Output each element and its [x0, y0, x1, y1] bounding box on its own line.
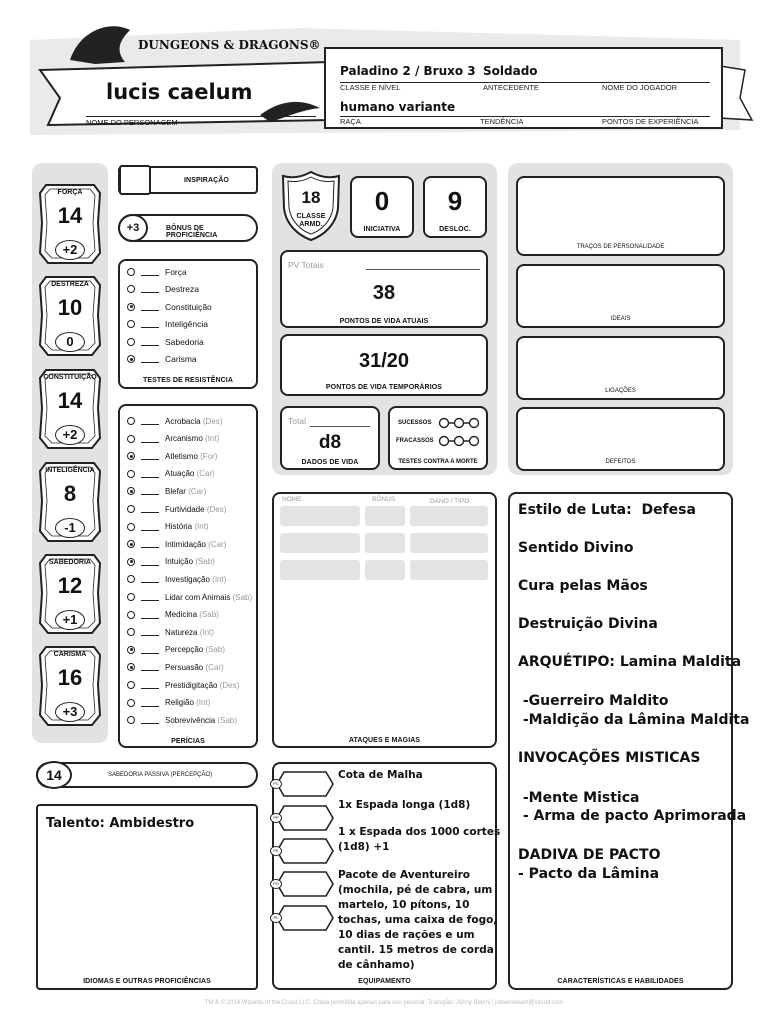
background-label: ANTECEDENTE — [483, 83, 539, 92]
skill-name: Arcanismo — [165, 434, 203, 444]
save-0[interactable] — [127, 265, 187, 279]
proficiency-dot-icon[interactable] — [127, 268, 135, 276]
feature-line: DADIVA DE PACTO — [518, 847, 661, 863]
coin-label: PP — [270, 813, 282, 823]
coin-1[interactable] — [273, 804, 334, 832]
skills-title: PERÍCIAS — [171, 738, 205, 745]
inspiration-label: INSPIRAÇÃO — [184, 177, 229, 184]
coin-label: PO — [270, 879, 282, 889]
skill-16[interactable] — [127, 696, 210, 710]
skill-name: Atuação — [165, 469, 195, 479]
coin-3[interactable] — [273, 870, 334, 898]
speed-label: DESLOC. — [439, 226, 471, 233]
skill-ability: (Int) — [196, 698, 211, 708]
ideals-box[interactable] — [516, 264, 725, 328]
ability-name: INTELIGÊNCIA — [45, 467, 95, 474]
skill-name: Prestidigitação — [165, 680, 218, 690]
skill-bonus-line[interactable] — [141, 611, 159, 619]
skill-ability: (Int) — [212, 574, 227, 584]
skill-bonus-line[interactable] — [141, 540, 159, 548]
skill-2[interactable] — [127, 449, 217, 463]
death-saves-circles[interactable] — [438, 416, 484, 452]
attacks-col-bonus: BÔNUS — [372, 496, 396, 503]
proficiency-dot-icon[interactable] — [127, 320, 135, 328]
hit-dice-total-label: Total — [288, 416, 306, 426]
coin-hex-icon — [276, 770, 334, 798]
skill-ability: (For) — [200, 451, 218, 461]
skill-12[interactable] — [127, 625, 214, 639]
flaws-box[interactable] — [516, 407, 725, 471]
feature-line: Destruição Divina — [518, 616, 658, 632]
skill-10[interactable] — [127, 590, 252, 604]
ability-2 — [38, 368, 102, 450]
feature-line: INVOCAÇÕES MISTICAS — [518, 750, 701, 766]
skill-ability: (Sab) — [205, 645, 226, 655]
skill-name: Intimidação — [165, 539, 206, 549]
skill-ability: (Car) — [205, 662, 224, 672]
ability-name: SABEDORIA — [48, 559, 91, 566]
save-3[interactable] — [127, 317, 208, 331]
skill-1[interactable] — [127, 432, 219, 446]
ability-name: CARISMA — [53, 651, 87, 658]
hit-dice-value[interactable]: d8 — [318, 432, 342, 453]
attack-1-name[interactable] — [280, 506, 360, 526]
skill-13[interactable] — [127, 643, 225, 657]
skill-bonus-line[interactable] — [141, 663, 159, 671]
attack-1-bonus[interactable] — [365, 506, 405, 526]
hit-points-max-label: PV Totais — [288, 260, 324, 270]
ability-name: CONSTITUIÇÃO — [43, 374, 97, 381]
skill-6[interactable] — [127, 520, 209, 534]
saving-throws-box — [118, 259, 258, 389]
save-5[interactable] — [127, 352, 197, 366]
skills-box — [118, 404, 258, 748]
ability-1 — [38, 275, 102, 357]
skill-bonus-line[interactable] — [141, 505, 159, 513]
ability-score[interactable]: 16 — [57, 665, 83, 690]
skill-name: Intuição — [165, 557, 194, 567]
feature-line: - Pacto da Lâmina — [518, 866, 660, 882]
equipment-line: cantil. 15 metros de corda — [338, 944, 494, 956]
proficiency-dot-icon[interactable] — [127, 505, 135, 513]
proficiency-dot-icon[interactable] — [127, 628, 135, 636]
inspiration-value-box[interactable] — [119, 165, 151, 195]
skill-name: Atletismo — [165, 451, 198, 461]
features-box[interactable] — [508, 492, 733, 990]
passive-perception-box — [36, 762, 258, 788]
flaws-label: DEFEITOS — [605, 459, 636, 465]
skill-bonus-line[interactable] — [141, 470, 159, 478]
attack-3-bonus[interactable] — [365, 560, 405, 580]
coin-hex-icon — [276, 804, 334, 832]
skill-bonus-line[interactable] — [141, 593, 159, 601]
proficiency-value[interactable]: +3 — [118, 214, 148, 242]
class-level[interactable]: Paladino 2 / Bruxo 3 — [340, 64, 476, 78]
proficiency-dot-icon[interactable] — [127, 452, 135, 460]
skill-name: Sobrevivência — [165, 715, 216, 725]
skill-ability: (Int) — [194, 522, 209, 532]
ability-name: FORÇA — [57, 189, 83, 196]
coin-hex-icon — [276, 870, 334, 898]
proficiency-dot-icon[interactable] — [127, 338, 135, 346]
skill-name: Acrobacia — [165, 416, 201, 426]
skill-8[interactable] — [127, 555, 215, 569]
skill-bonus-line[interactable] — [141, 646, 159, 654]
coin-hex-icon — [276, 904, 334, 932]
player-name-label: NOME DO JOGADOR — [602, 83, 678, 92]
feature-line: - Arma de pacto Aprimorada — [518, 808, 747, 824]
ability-modifier[interactable]: +1 — [55, 610, 85, 630]
save-1[interactable] — [127, 282, 199, 296]
feature-line: -Guerreiro Maldito — [518, 693, 669, 709]
coin-label: PL — [270, 913, 282, 923]
xp-label: PONTOS DE EXPERIÊNCIA — [602, 117, 699, 126]
equipment-line: martelo, 10 pítons, 10 — [338, 899, 470, 911]
save-bonus-line[interactable] — [141, 268, 159, 276]
coin-4[interactable] — [273, 904, 334, 932]
skill-17[interactable] — [127, 713, 237, 727]
coin-label: PC — [270, 779, 282, 789]
save-name: Constituição — [165, 301, 212, 312]
hit-points-temp-value[interactable]: 31/20 — [358, 350, 410, 372]
skill-ability: (Car) — [188, 486, 207, 496]
skill-name: Blefar — [165, 486, 186, 496]
bonds-box[interactable] — [516, 336, 725, 400]
proficiency-dot-icon[interactable] — [127, 487, 135, 495]
death-saves-label: TESTES CONTRA A MORTE — [398, 459, 478, 465]
skill-ability: (Sab) — [195, 557, 215, 567]
equipment-line: Cota de Malha — [338, 769, 423, 781]
save-4[interactable] — [127, 335, 204, 349]
proficiency-dot-icon[interactable] — [127, 355, 135, 363]
attacks-title: ATAQUES E MAGIAS — [348, 737, 421, 744]
skill-name: Percepção — [165, 645, 204, 655]
proficiency-dot-icon[interactable] — [127, 611, 135, 619]
proficiencies-title: IDIOMAS E OUTRAS PROFICIÊNCIAS — [83, 978, 211, 985]
features-title: CARACTERÍSTICAS E HABILIDADES — [557, 978, 684, 985]
skill-4[interactable] — [127, 484, 206, 498]
skill-ability: (Des) — [202, 416, 223, 426]
passive-perception-label: SABEDORIA PASSIVA (PERCEPÇÃO) — [108, 772, 213, 778]
attack-3-damage[interactable] — [410, 560, 488, 580]
ability-modifier[interactable]: -1 — [55, 518, 85, 538]
skill-name: Medicina — [165, 610, 198, 620]
save-name: Destreza — [165, 284, 200, 295]
proficiency-dot-icon[interactable] — [127, 575, 135, 583]
skill-bonus-line[interactable] — [141, 699, 159, 707]
save-bonus-line[interactable] — [141, 355, 159, 363]
character-name-label: NOME DO PERSONAGEM — [86, 116, 316, 127]
ability-modifier[interactable]: +3 — [55, 702, 85, 722]
equipment-line: tochas, uma caixa de fogo, — [338, 914, 498, 926]
equipment-line: 1x Espada longa (1d8) — [338, 799, 471, 811]
proficiency-dot-icon[interactable] — [127, 303, 135, 311]
attack-2-damage[interactable] — [410, 533, 488, 553]
proficiency-dot-icon[interactable] — [127, 435, 135, 443]
skill-ability: (Sab) — [217, 715, 238, 725]
proficiency-dot-icon[interactable] — [127, 470, 135, 478]
feature-line: ARQUÉTIPO: Lamina Maldita — [518, 654, 742, 670]
feature-line: -Maldição da Lâmina Maldita — [518, 712, 750, 728]
skill-ability: (Car) — [196, 469, 215, 479]
class-level-label: CLASSE E NÍVEL — [340, 83, 401, 92]
skill-7[interactable] — [127, 537, 226, 551]
speed-box — [423, 176, 487, 238]
skill-3[interactable] — [127, 467, 215, 481]
hit-points-current-box — [280, 250, 488, 328]
inspiration-box[interactable] — [118, 166, 258, 194]
proficiency-dot-icon[interactable] — [127, 699, 135, 707]
ability-4 — [38, 553, 102, 635]
skill-ability: (Sab) — [232, 592, 253, 602]
speed-value[interactable]: 9 — [447, 186, 463, 216]
save-name: Sabedoria — [165, 336, 204, 347]
save-2[interactable] — [127, 300, 212, 314]
initiative-box — [350, 176, 414, 238]
skill-name: Investigação — [165, 574, 210, 584]
attacks-col-damage: DANO / TIPO — [430, 498, 470, 505]
skill-name: História — [165, 522, 193, 532]
skill-bonus-line[interactable] — [141, 452, 159, 460]
feature-line: Sentido Divino — [518, 540, 634, 556]
proficiency-label: BÔNUS DE PROFICIÊNCIA — [166, 225, 218, 239]
attack-2-name[interactable] — [280, 533, 360, 553]
character-name[interactable]: lucis caelum — [106, 80, 253, 104]
skill-bonus-line[interactable] — [141, 628, 159, 636]
skill-9[interactable] — [127, 572, 226, 586]
skill-bonus-line[interactable] — [141, 417, 159, 425]
ability-modifier[interactable]: +2 — [55, 425, 85, 445]
proficiency-dot-icon[interactable] — [127, 716, 135, 724]
save-bonus-line[interactable] — [141, 338, 159, 346]
save-bonus-line[interactable] — [141, 320, 159, 328]
save-bonus-line[interactable] — [141, 285, 159, 293]
hit-points-temp-box — [280, 334, 488, 396]
race-label: RAÇA — [340, 117, 361, 126]
proficiency-dot-icon[interactable] — [127, 417, 135, 425]
proficiency-dot-icon[interactable] — [127, 646, 135, 654]
proficiency-dot-icon[interactable] — [127, 540, 135, 548]
traits-box[interactable] — [516, 176, 725, 256]
skill-ability: (Int) — [205, 434, 220, 444]
hit-dice-label: DADOS DE VIDA — [301, 459, 359, 466]
equipment-line: 10 dias de rações e um — [338, 929, 475, 941]
equipment-title: EQUIPAMENTO — [358, 978, 411, 985]
skill-15[interactable] — [127, 678, 239, 692]
ability-score[interactable]: 10 — [57, 295, 83, 320]
passive-perception-value[interactable]: 14 — [36, 761, 72, 789]
ideals-label: IDEAIS — [610, 316, 631, 322]
skill-name: Persuasão — [165, 662, 204, 672]
skill-ability: (Car) — [208, 539, 227, 549]
ability-score[interactable]: 8 — [63, 481, 77, 506]
skill-name: Religião — [165, 698, 194, 708]
skill-ability: (Int) — [199, 627, 214, 637]
ability-modifier[interactable]: +2 — [55, 240, 85, 260]
skill-0[interactable] — [127, 414, 222, 428]
proficiency-box — [118, 214, 258, 242]
skill-bonus-line[interactable] — [141, 558, 159, 566]
equipment-line: 1 x Espada dos 1000 cortes — [338, 826, 501, 838]
coin-label: PE — [270, 846, 282, 856]
skill-name: Natureza — [165, 627, 198, 637]
skill-name: Furtividade — [165, 504, 205, 514]
background[interactable]: Soldado — [483, 64, 538, 78]
bonds-label: LIGAÇÕES — [605, 388, 636, 394]
death-saves-box — [388, 406, 488, 470]
skill-bonus-line[interactable] — [141, 435, 159, 443]
ability-5 — [38, 645, 102, 727]
hit-dice-box — [280, 406, 380, 470]
attack-3-name[interactable] — [280, 560, 360, 580]
footer-copyright: TM & © 2014 Wizards of the Coast LLC. Cópia permitida apenas para uso pessoal. Tradução: Johny Beloni | jotaerreleam@icloud.com — [204, 1000, 564, 1006]
race[interactable]: humano variante — [340, 100, 456, 114]
attacks-box — [272, 492, 497, 748]
skills-list — [127, 414, 255, 734]
skill-ability: (Sab) — [199, 610, 219, 620]
equipment-line: (1d8) +1 — [338, 841, 390, 853]
initiative-label: INICIATIVA — [363, 226, 401, 233]
skill-bonus-line[interactable] — [141, 716, 159, 724]
ability-modifier[interactable]: 0 — [55, 332, 85, 352]
proficiency-dot-icon[interactable] — [127, 663, 135, 671]
ability-score[interactable]: 14 — [57, 388, 83, 413]
skill-ability: (Des) — [219, 680, 240, 690]
logo: DUNGEONS & DRAGONS® — [138, 38, 321, 52]
saving-throws-title: TESTES DE RESISTÊNCIA — [142, 377, 233, 384]
hit-points-current-value[interactable]: 38 — [372, 282, 396, 304]
skill-bonus-line[interactable] — [141, 681, 159, 689]
ability-name: DESTREZA — [51, 281, 89, 288]
skill-bonus-line[interactable] — [141, 523, 159, 531]
ability-score[interactable]: 14 — [57, 203, 83, 228]
hit-points-current-label: PONTOS DE VIDA ATUAIS — [339, 318, 429, 325]
equipment-line: (mochila, pé de cabra, um — [338, 884, 493, 896]
equipment-line: de cânhamo) — [338, 959, 415, 971]
armor-class-value[interactable]: 18 — [301, 188, 321, 207]
skill-bonus-line[interactable] — [141, 575, 159, 583]
traits-label: TRAÇOS DE PERSONALIDADE — [576, 244, 665, 250]
save-name: Força — [165, 267, 187, 277]
proficiency-dot-icon[interactable] — [127, 523, 135, 531]
save-name: Inteligência — [165, 319, 209, 330]
skill-name: Lidar com Animais — [165, 592, 231, 602]
death-saves-success-label: SUCESSOS — [398, 420, 432, 426]
skill-ability: (Des) — [206, 504, 227, 514]
ability-0 — [38, 183, 102, 265]
alignment-label: TENDÊNCIA — [480, 117, 524, 126]
proficiency-dot-icon[interactable] — [127, 558, 135, 566]
feature-line: Cura pelas Mãos — [518, 578, 648, 594]
proficiency-dot-icon[interactable] — [127, 285, 135, 293]
attacks-col-name: NOME — [282, 496, 302, 503]
proficiencies-box[interactable] — [36, 804, 258, 990]
hit-points-temp-label: PONTOS DE VIDA TEMPORÁRIOS — [325, 384, 443, 391]
armor-class-label: CLASSE ARMD. — [296, 213, 326, 228]
coin-2[interactable] — [273, 837, 334, 865]
save-name: Carisma — [165, 354, 197, 364]
skill-5[interactable] — [127, 502, 226, 516]
death-saves-fail-label: FRACASSOS — [396, 438, 434, 444]
proficiency-dot-icon[interactable] — [127, 681, 135, 689]
attack-2-bonus[interactable] — [365, 533, 405, 553]
initiative-value[interactable]: 0 — [374, 186, 390, 216]
feature-line: -Mente Mistica — [518, 790, 640, 806]
attack-1-damage[interactable] — [410, 506, 488, 526]
equipment-line: Pacote de Aventureiro — [338, 869, 471, 881]
coin-hex-icon — [276, 837, 334, 865]
ability-score[interactable]: 12 — [57, 573, 83, 598]
ability-3 — [38, 461, 102, 543]
skill-11[interactable] — [127, 608, 219, 622]
skill-bonus-line[interactable] — [141, 487, 159, 495]
proficiency-dot-icon[interactable] — [127, 593, 135, 601]
coin-0[interactable] — [273, 770, 334, 798]
proficiencies-text[interactable]: Talento: Ambidestro — [46, 816, 195, 831]
feature-line: Estilo de Luta: Defesa — [518, 502, 696, 518]
save-bonus-line[interactable] — [141, 303, 159, 311]
skill-14[interactable] — [127, 660, 224, 674]
saving-throws-list — [127, 265, 252, 369]
